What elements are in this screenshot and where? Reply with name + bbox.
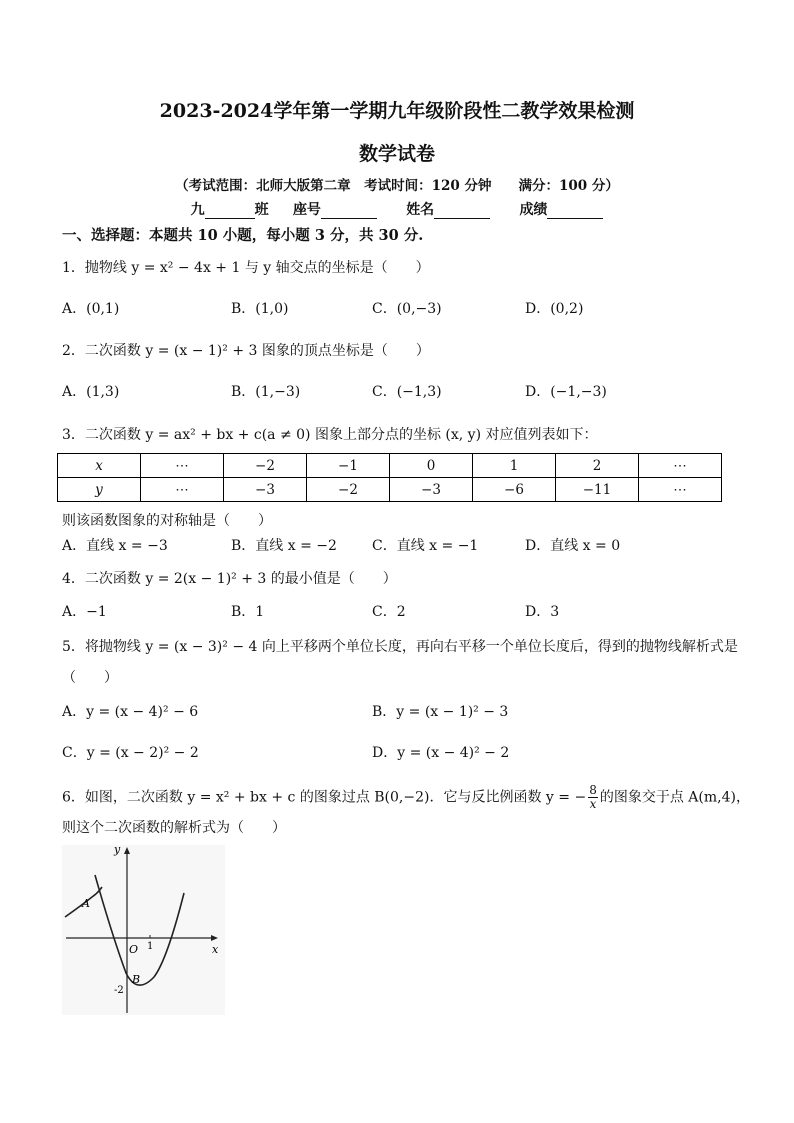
score-label: 成绩 [519,202,548,218]
y-axis-label: y [114,845,121,856]
question-3-option-b[interactable]: B．直线 x = −2 [231,538,337,554]
point-a-label: A [82,897,90,910]
question-2-option-c[interactable]: C．(−1,3) [372,384,442,400]
table-cell: ⋯ [141,454,224,478]
question-6-stem-post: 的图象交于点 A(m,4)， [599,789,750,806]
name-label: 姓名 [406,202,435,218]
figure-background [62,845,225,1015]
student-info-line [0,199,794,219]
question-5-option-d[interactable]: D．y = (x − 4)² − 2 [372,745,510,761]
question-3-option-d[interactable]: D．直线 x = 0 [525,538,621,554]
question-2-stem: 2．二次函数 y = (x − 1)² + 3 图象的顶点坐标是（ ） [62,343,430,359]
name-blank[interactable] [434,218,490,219]
class-blank[interactable] [205,218,255,219]
question-3-stem: 3．二次函数 y = ax² + bx + c(a ≠ 0) 图象上部分点的坐标 (x, y) 对应值列表如下： [62,427,598,443]
table-cell: −2 [224,454,307,478]
parabola-figure [62,845,225,1015]
table-cell: −11 [556,478,639,502]
table-cell: y [58,478,141,502]
question-4-option-a[interactable]: A．−1 [62,604,107,620]
question-3-after: 则该函数图象的对称轴是（ ） [62,513,272,529]
question-6-stem [62,784,750,811]
class-label-pre: 九 [190,202,205,218]
question-1-option-b[interactable]: B．(1,0) [231,301,289,317]
fraction-denominator: x [589,797,597,811]
table-cell: 0 [390,454,473,478]
table-cell: −2 [307,478,390,502]
question-1-stem: 1．抛物线 y = x² − 4x + 1 与 y 轴交点的坐标是（ ） [62,260,430,276]
exam-title: 2023-2024学年第一学期九年级阶段性二教学效果检测 [159,100,635,122]
tick-label-1: 1 [147,941,154,952]
question-5-option-c[interactable]: C．y = (x − 2)² − 2 [62,745,199,761]
x-axis-label: x [212,943,219,956]
question-6-stem-2: 则这个二次函数的解析式为（ ） [62,820,286,836]
question-4-option-d[interactable]: D．3 [525,604,560,620]
table-row [58,454,722,478]
table-row [58,478,722,502]
table-cell: −1 [307,454,390,478]
score-blank[interactable] [547,218,603,219]
table-cell: ⋯ [639,454,722,478]
question-4-option-b[interactable]: B．1 [231,604,265,620]
question-1-option-c[interactable]: C．(0,−3) [372,301,442,317]
question-2-option-b[interactable]: B．(1,−3) [231,384,301,400]
exam-subtitle: 数学试卷 [358,143,435,165]
y-tick-label: -2 [114,985,124,996]
question-1-option-a[interactable]: A．(0,1) [62,301,120,317]
fraction-numerator: 8 [589,783,597,797]
exam-info: （考试范围：北师大版第二章 考试时间：120 分钟 满分：100 分） [175,178,619,194]
question-5-stem-2: （ ） [62,670,118,686]
seat-blank[interactable] [321,218,377,219]
question-4-option-c[interactable]: C．2 [372,604,406,620]
value-table [57,453,722,502]
table-cell: −3 [224,478,307,502]
origin-label: O [129,943,139,956]
table-cell: x [58,454,141,478]
table-cell: −3 [390,478,473,502]
question-6-stem-pre: 6．如图，二次函数 y = x² + bx + c 的图象过点 B(0,−2)．它与反比例函数 y = − [62,789,587,806]
table-cell: ⋯ [141,478,224,502]
question-3-option-a[interactable]: A．直线 x = −3 [62,538,168,554]
question-5-stem: 5．将抛物线 y = (x − 3)² − 4 向上平移两个单位长度，再向右平移一个单位长度后，得到的抛物线解析式是 [62,639,738,655]
question-5-option-a[interactable]: A．y = (x − 4)² − 6 [62,704,199,720]
table-cell: ⋯ [639,478,722,502]
question-2-option-d[interactable]: D．(−1,−3) [525,384,607,400]
seat-label: 座号 [292,202,321,218]
table-cell: −6 [473,478,556,502]
table-cell: 1 [473,454,556,478]
question-3-option-c[interactable]: C．直线 x = −1 [372,538,479,554]
section-heading: 一、选择题：本题共 10 小题，每小题 3 分，共 30 分. [62,227,424,244]
class-label-post: 班 [254,202,269,218]
question-2-option-a[interactable]: A．(1,3) [62,384,120,400]
fraction [588,784,598,811]
question-1-option-d[interactable]: D．(0,2) [525,301,584,317]
question-5-option-b[interactable]: B．y = (x − 1)² − 3 [372,704,509,720]
point-b-label: B [132,973,141,986]
table-cell: 2 [556,454,639,478]
question-4-stem: 4．二次函数 y = 2(x − 1)² + 3 的最小值是（ ） [62,571,397,587]
